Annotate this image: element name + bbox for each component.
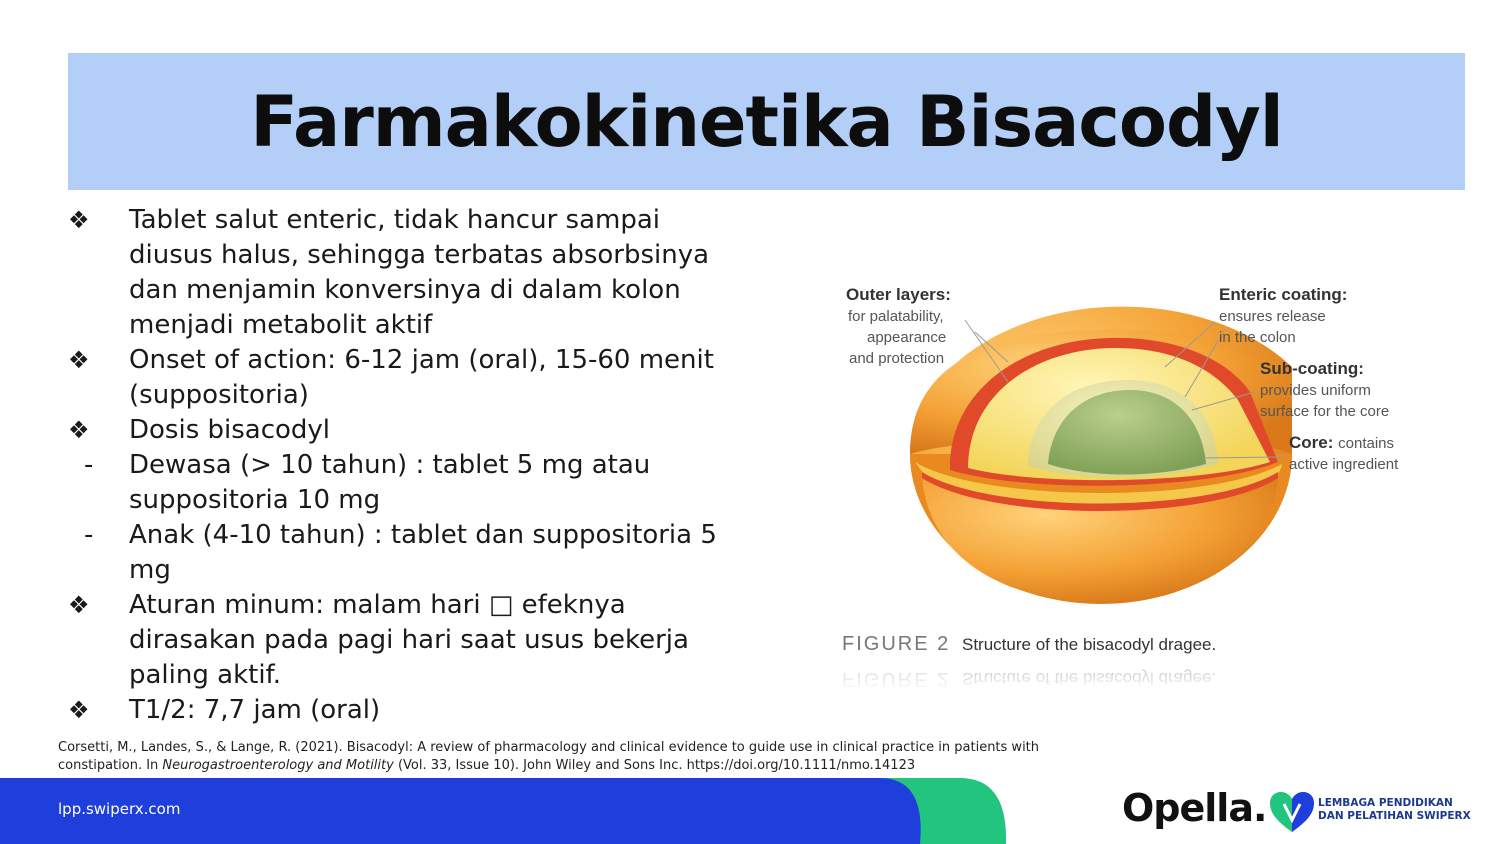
lpp-wordmark	[1318, 797, 1471, 823]
label-enteric-desc-2: in the colon	[1219, 329, 1296, 346]
label-core-line-1	[1289, 433, 1394, 452]
bullet-item	[68, 693, 748, 728]
bullet-item	[68, 203, 748, 343]
bullet-text: Onset of action: 6-12 jam (oral), 15-60 menit (suppositoria)	[129, 345, 714, 410]
label-core-desc-1: contains	[1338, 435, 1395, 452]
bullet-text: T1/2: 7,7 jam (oral)	[129, 695, 381, 725]
opella-logo: Opella.	[1122, 786, 1267, 830]
bullet-diamond-icon: ❖	[68, 591, 90, 619]
label-subcoat-desc-1: provides uniform	[1260, 382, 1371, 399]
lpp-heart-icon	[1268, 790, 1316, 834]
bullet-item	[68, 413, 748, 448]
caption-text: Structure of the bisacodyl dragee.	[962, 635, 1217, 654]
bullet-item	[68, 588, 748, 693]
label-subcoat-desc-2: surface for the core	[1260, 403, 1390, 420]
label-core-desc-2: active ingredient	[1289, 456, 1399, 473]
label-core-title: Core:	[1289, 433, 1334, 452]
label-outer-desc-2: appearance	[867, 329, 947, 346]
lpp-line-1: LEMBAGA PENDIDIKAN	[1318, 797, 1453, 809]
bullet-diamond-icon: ❖	[68, 416, 90, 444]
lpp-line-2: DAN PELATIHAN SWIPERX	[1318, 810, 1471, 822]
bullet-diamond-icon: ❖	[68, 206, 90, 234]
label-subcoat-title: Sub-coating:	[1260, 359, 1364, 378]
bullet-list	[68, 203, 748, 728]
label-enteric-desc-1: ensures release	[1219, 308, 1326, 325]
sub-bullet-item	[68, 448, 748, 518]
label-outer-desc-1: for palatability,	[848, 308, 944, 325]
bullet-text: Aturan minum: malam hari □ efeknya dirasakan pada pagi hari saat usus bekerja paling aktif.	[129, 590, 689, 690]
sub-bullet-item	[68, 518, 748, 588]
dragee-figure	[830, 232, 1434, 692]
reference-part-1: Corsetti, M., Landes, S., & Lange, R. (2021). Bisacodyl: A review of pharmacology and clinical evidence to guide use in clinical practice in patients with constipation. In	[58, 740, 1040, 773]
reference-journal: Neurogastroenterology and Motility	[162, 758, 394, 773]
bullet-dash-icon: -	[84, 520, 94, 550]
bullet-diamond-icon: ❖	[68, 346, 90, 374]
label-outer-title: Outer layers:	[846, 285, 951, 304]
label-enteric-title: Enteric coating:	[1219, 285, 1348, 304]
bullet-text: Dewasa (> 10 tahun) : tablet 5 mg atau suppositoria 10 mg	[129, 450, 651, 515]
label-outer-desc-3: and protection	[849, 350, 945, 367]
bullet-text: Tablet salut enteric, tidak hancur sampai diusus halus, sehingga terbatas absorbsinya dan menjamin konversinya di dalam kolon menjadi metabolit aktif	[129, 205, 710, 340]
bullet-item	[68, 343, 748, 413]
caption-label: FIGURE 2	[842, 633, 951, 655]
reference-citation	[58, 739, 1058, 775]
slide-title: Farmakokinetika Bisacodyl	[250, 80, 1283, 163]
reference-part-2: (Vol. 33, Issue 10). John Wiley and Sons Inc. https://doi.org/10.1111/nmo.14123	[393, 758, 916, 773]
bullet-text: Anak (4-10 tahun) : tablet dan suppositoria 5 mg	[129, 520, 717, 585]
bullet-dash-icon: -	[84, 450, 94, 480]
title-band	[68, 53, 1465, 190]
bullet-text: Dosis bisacodyl	[129, 415, 331, 445]
bullet-diamond-icon: ❖	[68, 696, 90, 724]
footer-url[interactable]: lpp.swiperx.com	[58, 800, 181, 818]
dragee-structure-diagram	[830, 232, 1434, 692]
